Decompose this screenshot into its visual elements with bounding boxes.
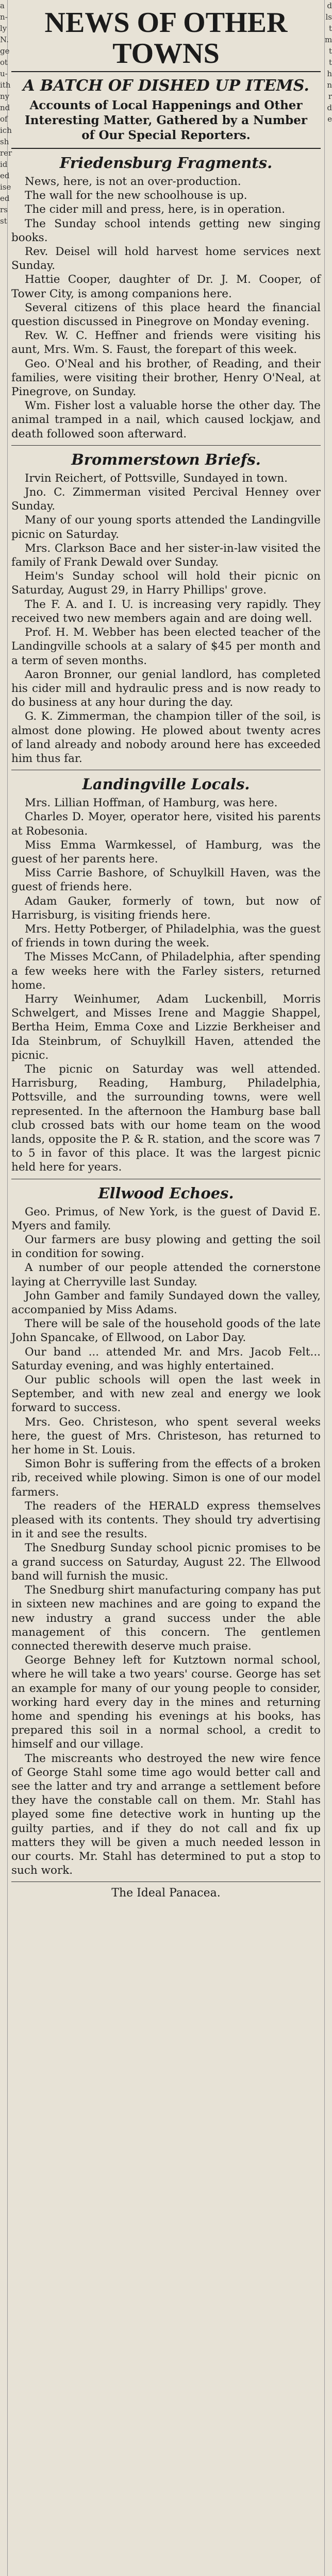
news-item: The Sunday school intends getting new singing books. bbox=[11, 217, 321, 244]
masthead-rule bbox=[11, 71, 321, 72]
margin-fragment: h bbox=[327, 69, 332, 78]
right-column-fragment bbox=[324, 0, 332, 2576]
subhead: A BATCH OF DISHED UP ITEMS. bbox=[23, 77, 309, 95]
margin-fragment: t bbox=[328, 24, 332, 33]
news-item: Many of our young sports attended the Landingville picnic on Saturday. bbox=[11, 514, 321, 541]
margin-fragment: t bbox=[328, 46, 332, 56]
news-item: Geo. O'Neal and his brother, of Reading, and their families, were visiting their brother, Henry O'Neal, at Pinegrove, on Sunday. bbox=[11, 357, 321, 399]
margin-fragment: r bbox=[328, 92, 332, 101]
margin-fragment: ed bbox=[0, 171, 10, 180]
margin-fragment: st bbox=[0, 216, 7, 226]
news-item: Simon Bohr is suffering from the effects of a broken rib, received while plowing. Simon is one of our model farmers. bbox=[11, 1458, 321, 1499]
news-item: The F. A. and I. U. is increasing very rapidly. They received two new members again and are doing well. bbox=[11, 598, 321, 625]
margin-fragment: of bbox=[0, 114, 8, 124]
news-item: Mrs. Clarkson Bace and her sister-in-law visited the family of Frank Dewald over Sunday. bbox=[11, 541, 321, 569]
margin-fragment: n- bbox=[0, 12, 8, 22]
news-item: News, here, is not an over-production. bbox=[25, 175, 241, 188]
news-item: The wall for the new schoolhouse is up. bbox=[25, 189, 247, 202]
news-item: The readers of the HERALD express themselves pleased with its contents. They should try advertising in it and see the results. bbox=[11, 1499, 321, 1541]
news-item: Our farmers are busy plowing and getting the soil in condition for sowing. bbox=[11, 1233, 321, 1261]
section-title: Landingville Locals. bbox=[82, 775, 250, 793]
news-column bbox=[11, 7, 321, 2576]
news-item: The miscreants who destroyed the new wire fence of George Stahl some time ago would better call and see the latter and try and arrange a settlement before they have the constable call on them. Mr. Stahl has played some fine detective work in hunting up the guilty parties, and if they do not call and fix up matters they will be given a much needed lesson in our courts. Mr. Stahl has determined to put a stop to such work. bbox=[11, 1752, 321, 1877]
margin-fragment: u- bbox=[0, 69, 8, 78]
margin-fragment: a bbox=[0, 1, 5, 10]
news-item: Jno. C. Zimmerman visited Percival Henney over Sunday. bbox=[11, 486, 321, 513]
margin-fragment: ge bbox=[0, 46, 10, 56]
margin-fragment: rer bbox=[0, 148, 12, 158]
section-title: Ellwood Echoes. bbox=[98, 1184, 234, 1202]
margin-fragment: ich bbox=[0, 126, 12, 135]
news-item: John Gamber and family Sundayed down the valley, accompanied by Miss Adams. bbox=[11, 1289, 321, 1317]
margin-fragment: ith bbox=[0, 80, 11, 90]
margin-fragment: e bbox=[327, 114, 332, 124]
news-item: There will be sale of the household goods of the late John Spancake, of Ellwood, on Labor Day. bbox=[11, 1317, 321, 1345]
margin-fragment: m bbox=[325, 35, 332, 44]
margin-fragment: ly bbox=[0, 24, 7, 33]
news-item: The Snedburg Sunday school picnic promises to be a grand success on Saturday, August 22. The Ellwood band will furnish the music. bbox=[11, 1541, 321, 1583]
section-title: Friedensburg Fragments. bbox=[59, 154, 273, 172]
news-item: The cider mill and press, here, is in operation. bbox=[25, 203, 286, 216]
section-rule bbox=[11, 445, 321, 446]
margin-fragment: ls bbox=[325, 12, 332, 22]
margin-fragment: ed bbox=[0, 194, 10, 203]
news-item: Mrs. Geo. Christeson, who spent several weeks here, the guest of Mrs. Christeson, has returned to her home in St. Louis. bbox=[11, 1415, 321, 1457]
margin-fragment: nd bbox=[0, 103, 10, 112]
margin-fragment: t bbox=[328, 58, 332, 67]
news-item: The Misses McCann, of Philadelphia, after spending a few weeks here with the Farley sisters, returned home. bbox=[11, 951, 321, 992]
news-item: Heim's Sunday school will hold their picnic on Saturday, August 29, in Harry Phillips' grove. bbox=[11, 570, 321, 597]
news-item: Rev. W. C. Heffner and friends were visiting his aunt, Mrs. Wm. S. Faust, the forepart of this week. bbox=[11, 329, 321, 357]
news-item: Rev. Deisel will hold harvest home services next Sunday. bbox=[11, 245, 321, 273]
sections-container bbox=[11, 154, 321, 1882]
news-item: Several citizens of this place heard the financial question discussed in Pinegrove on Monday evening. bbox=[11, 301, 321, 329]
margin-fragment: d bbox=[327, 103, 332, 112]
news-item: Irvin Reichert, of Pottsville, Sundayed in town. bbox=[25, 471, 288, 485]
news-item: Hattie Cooper, daughter of Dr. J. M. Cooper, of Tower City, is among companions here. bbox=[11, 273, 321, 300]
signoff: The Ideal Panacea. bbox=[111, 1887, 221, 1900]
left-column-fragment bbox=[0, 0, 12, 2576]
margin-fragment: id bbox=[0, 160, 8, 169]
news-item: Adam Gauker, formerly of town, but now of Harrisburg, is visiting friends here. bbox=[11, 894, 321, 922]
news-item: Mrs. Lillian Hoffman, of Hamburg, was here. bbox=[25, 796, 278, 810]
news-item: Charles D. Moyer, operator here, visited his parents at Robesonia. bbox=[11, 810, 321, 838]
news-item: Harry Weinhumer, Adam Luckenbill, Morris Schwelgert, and Misses Irene and Maggie Shappel, Bertha Heim, Emma Coxe and Lizzie Berkheiser and Ida Steinbrum, of Schuylkill Haven, attended the picnic. bbox=[11, 992, 321, 1062]
deck-rule bbox=[11, 148, 321, 149]
news-item: George Behney left for Kutztown normal school, where he will take a two years' course. George has set an example for many of our young people to consider, working hard every day in the mines and returning home and spending his evenings at his books, has prepared this soil in a normal school, a credit to himself and our village. bbox=[11, 1654, 321, 1751]
margin-fragment: rs bbox=[0, 205, 8, 214]
news-item: Mrs. Hetty Potberger, of Philadelphia, was the guest of friends in town during the week. bbox=[11, 922, 321, 950]
section-title: Brommerstown Briefs. bbox=[71, 450, 261, 468]
margin-fragment: N. bbox=[0, 35, 9, 44]
news-item: Wm. Fisher lost a valuable horse the other day. The animal tramped in a nail, which caused lockjaw, and death followed soon afterward. bbox=[11, 399, 321, 440]
news-item: The Snedburg shirt manufacturing company has put in sixteen new machines and are going to expand the new industry a grand success under the able management of this concern. The gentlemen connected therewith deserve much praise. bbox=[11, 1584, 321, 1653]
margin-fragment: n bbox=[327, 80, 332, 90]
margin-fragment: d bbox=[327, 1, 332, 10]
margin-fragment: ny bbox=[0, 92, 10, 101]
news-item: Prof. H. M. Webber has been elected teacher of the Landingville schools at a salary of $45 per month and a term of seven months. bbox=[11, 626, 321, 667]
news-item: Our public schools will open the last week in September, and with new zeal and energy we look forward to success. bbox=[11, 1374, 321, 1415]
masthead: NEWS OF OTHER TOWNS bbox=[44, 7, 288, 70]
news-item: Our band ... attended Mr. and Mrs. Jacob Felt... Saturday evening, and was highly entertained. bbox=[11, 1345, 321, 1372]
news-item: A number of our people attended the cornerstone laying at Cherryville last Sunday. bbox=[11, 1261, 321, 1289]
news-item: Aaron Bronner, our genial landlord, has completed his cider mill and hydraulic press and is now ready to do business at any hour during the day. bbox=[11, 668, 321, 709]
news-item: Miss Carrie Bashore, of Schuylkill Haven, was the guest of friends here. bbox=[11, 867, 321, 894]
deck: Accounts of Local Happenings and Other Interesting Matter, Gathered by a Number of Our Special Reporters. bbox=[25, 98, 307, 142]
margin-fragment: sh bbox=[0, 137, 9, 146]
news-item: Geo. Primus, of New York, is the guest of David E. Myers and family. bbox=[11, 1205, 321, 1232]
margin-fragment: ise bbox=[0, 182, 11, 192]
news-item: G. K. Zimmerman, the champion tiller of the soil, is almost done plowing. He plowed about twenty acres of land already and nobody around here has exceeded him thus far. bbox=[11, 710, 321, 765]
news-item: The picnic on Saturday was well attended. Harrisburg, Reading, Hamburg, Philadelphia, Pottsville, and the surrounding towns, were well represented. In the afternoon the Hamburg base ball club crossed bats with our home team on the wood lands, opposite the P. & R. station, and the score was 7 to 5 in favor of this place. It was the largest picnic held here for years. bbox=[11, 1062, 321, 1174]
news-item: Miss Emma Warmkessel, of Hamburg, was the guest of her parents here. bbox=[11, 838, 321, 866]
margin-fragment: ot bbox=[0, 58, 8, 67]
